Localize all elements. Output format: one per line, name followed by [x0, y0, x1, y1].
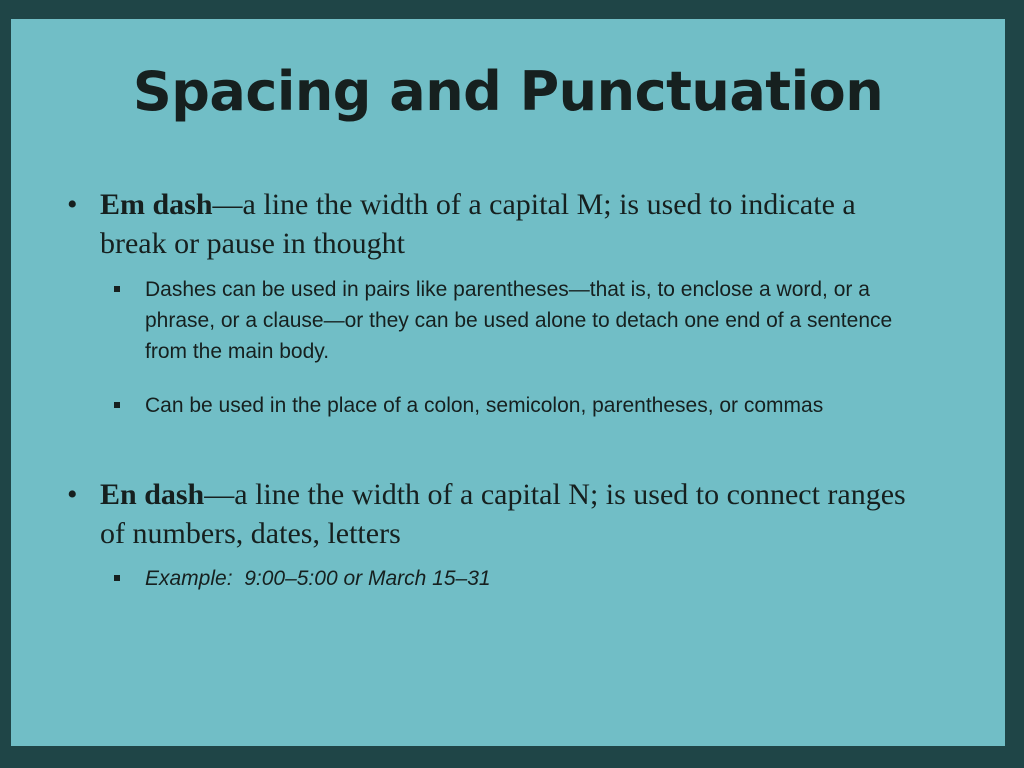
bullet-dot-icon: •: [67, 188, 78, 221]
subpoint-en-dash-example: [145, 563, 935, 594]
bullet-definition: —a line the width of a capital M; is used to indicate a break or pause in thought: [100, 188, 856, 260]
subpoint-text: Can be used in the place of a colon, semicolon, parentheses, or commas: [145, 394, 824, 417]
bullet-en-dash: [67, 475, 920, 553]
bullet-term: Em dash: [100, 188, 213, 221]
bullet-dot-icon: •: [67, 478, 78, 511]
slide-canvas: [11, 19, 1005, 746]
bullet-definition: —a line the width of a capital N; is used to connect ranges of numbers, dates, letters: [100, 478, 906, 550]
slide-title: Spacing and Punctuation: [132, 60, 884, 123]
bullet-em-dash: [67, 185, 920, 263]
square-bullet-icon: [114, 286, 120, 292]
subpoint-em-dash-replace: [145, 390, 935, 421]
subpoint-text: Dashes can be used in pairs like parentheses—that is, to enclose a word, or a phrase, or a clause—or they can be used alone to detach one end of a sentence from the main body.: [145, 278, 893, 363]
square-bullet-icon: [114, 575, 120, 581]
subpoint-text: Example: 9:00–5:00 or March 15–31: [145, 567, 491, 590]
subpoint-em-dash-pairs: [145, 274, 935, 367]
square-bullet-icon: [114, 402, 120, 408]
bullet-term: En dash: [100, 478, 205, 511]
